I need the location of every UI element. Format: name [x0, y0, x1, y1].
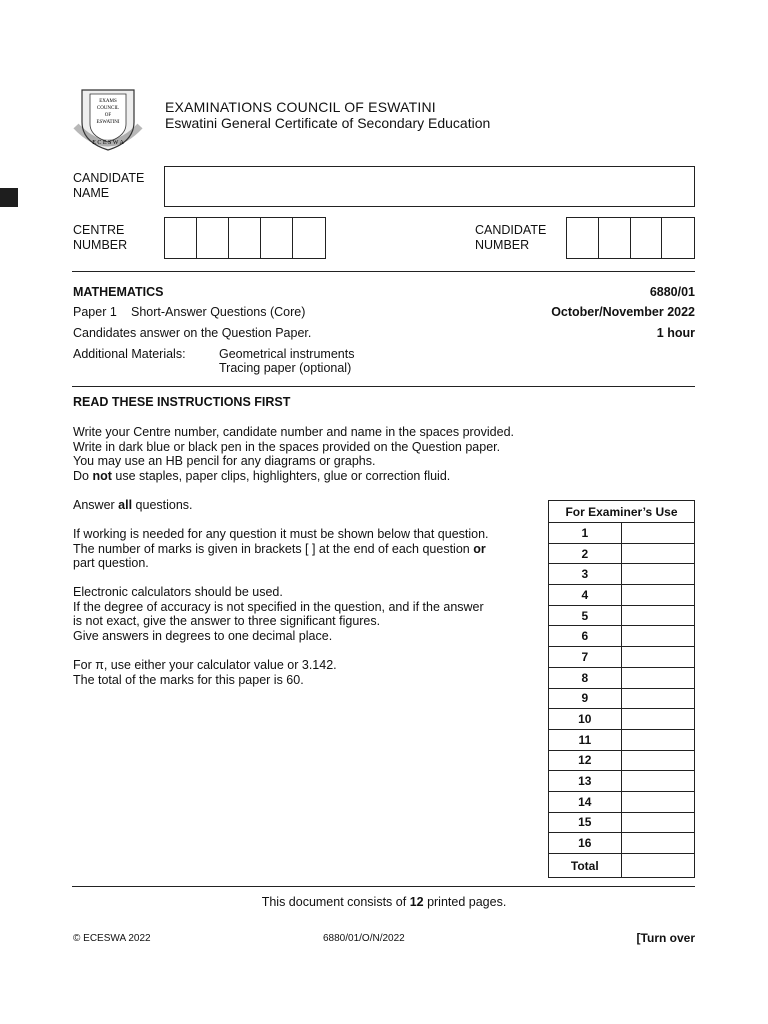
paper-reference: 6880/01/O/N/2022 — [323, 933, 405, 944]
mark-cell[interactable] — [621, 647, 694, 668]
examiner-row — [549, 523, 695, 544]
examiner-row — [549, 667, 695, 688]
examiner-row — [549, 812, 695, 833]
instruction-text: use staples, paper clips, highlighters, glue or correction fluid. — [111, 468, 451, 483]
mark-cell[interactable] — [621, 729, 694, 750]
instruction-text: The number of marks is given in brackets [ ] at the end of each question — [73, 541, 474, 556]
instructions-block-2 — [73, 498, 193, 513]
instructions-block-5 — [73, 658, 337, 687]
examiner-row — [549, 564, 695, 585]
centre-digit-box[interactable] — [165, 218, 197, 258]
mark-cell[interactable] — [621, 771, 694, 792]
question-number: 5 — [549, 605, 622, 626]
materials-label: Additional Materials: — [73, 347, 186, 361]
instruction-line: is not exact, give the answer to three significant figures. — [73, 614, 381, 629]
centre-number-label — [73, 223, 127, 253]
mark-cell[interactable] — [621, 626, 694, 647]
page-count-text: This document consists of — [261, 895, 410, 909]
mark-cell[interactable] — [621, 667, 694, 688]
examiner-row — [549, 709, 695, 730]
candidate-number-label-line1: CANDIDATE — [475, 223, 547, 237]
examiners-use-table — [548, 500, 695, 878]
centre-digit-box[interactable] — [229, 218, 261, 258]
instruction-line: Electronic calculators should be used. — [73, 585, 283, 599]
mark-cell[interactable] — [621, 543, 694, 564]
question-number: 1 — [549, 523, 622, 544]
page-count-number: 12 — [409, 895, 424, 909]
subject-title: MATHEMATICS — [73, 285, 164, 299]
mark-cell[interactable] — [621, 791, 694, 812]
mark-cell[interactable] — [621, 833, 694, 854]
examiner-row — [549, 791, 695, 812]
copyright: © ECESWA 2022 — [73, 933, 151, 944]
question-number: 4 — [549, 585, 622, 606]
question-number: 12 — [549, 750, 622, 771]
question-number: 3 — [549, 564, 622, 585]
examiner-row — [549, 771, 695, 792]
examiner-row — [549, 833, 695, 854]
mark-cell[interactable] — [621, 750, 694, 771]
centre-number-field[interactable] — [164, 217, 326, 259]
exam-session: October/November 2022 — [551, 305, 695, 319]
instructions-block-3 — [73, 527, 489, 571]
instruction-emphasis: not — [92, 468, 112, 483]
question-number: 16 — [549, 833, 622, 854]
question-number: 8 — [549, 667, 622, 688]
examiner-row — [549, 585, 695, 606]
instruction-line: Write in dark blue or black pen in the spaces provided on the Question paper. — [73, 439, 501, 454]
question-number: 13 — [549, 771, 622, 792]
instruction-line: part question. — [73, 556, 149, 571]
materials-item-1: Geometrical instruments — [219, 347, 355, 361]
materials-item-2: Tracing paper (optional) — [219, 361, 352, 375]
divider-bottom — [72, 886, 695, 887]
question-number: 7 — [549, 647, 622, 668]
question-number: 10 — [549, 709, 622, 730]
paper-code: 6880/01 — [649, 285, 695, 299]
instruction-line — [73, 498, 193, 513]
question-number: 15 — [549, 812, 622, 833]
instruction-line: If the degree of accuracy is not specified in the question, and if the answer — [73, 599, 484, 614]
candidate-digit-box[interactable] — [631, 218, 663, 258]
question-number: 11 — [549, 729, 622, 750]
centre-digit-box[interactable] — [261, 218, 293, 258]
question-number: 2 — [549, 543, 622, 564]
page-edge-marker — [0, 188, 18, 207]
instruction-text: Do — [73, 468, 93, 483]
candidate-number-field[interactable] — [566, 217, 695, 259]
candidate-digit-box[interactable] — [599, 218, 631, 258]
instruction-line: The total of the marks for this paper is 60. — [73, 672, 304, 687]
instructions-block-1 — [73, 425, 514, 483]
paper-title: Short-Answer Questions (Core) — [131, 305, 306, 319]
total-label: Total — [549, 854, 622, 878]
instruction-line: You may use an HB pencil for any diagrams or graphs. — [73, 454, 376, 469]
candidate-digit-box[interactable] — [567, 218, 599, 258]
examiner-row — [549, 543, 695, 564]
candidate-name-label-line1: CANDIDATE — [73, 171, 145, 185]
exam-duration: 1 hour — [656, 326, 695, 340]
question-number: 6 — [549, 626, 622, 647]
page-count-note — [0, 895, 768, 909]
eceswa-crest-logo — [72, 82, 144, 154]
centre-digit-box[interactable] — [293, 218, 325, 258]
answer-note: Candidates answer on the Question Paper. — [73, 326, 312, 340]
instruction-line: If working is needed for any question it must be shown below that question. — [73, 527, 489, 541]
centre-digit-box[interactable] — [197, 218, 229, 258]
examiner-row — [549, 605, 695, 626]
paper-label: Paper 1 — [73, 305, 117, 319]
mark-cell[interactable] — [621, 688, 694, 709]
candidate-name-label — [73, 171, 144, 201]
mark-cell[interactable] — [621, 564, 694, 585]
instruction-emphasis: all — [118, 498, 133, 512]
mark-cell[interactable] — [621, 812, 694, 833]
page-count-text: printed pages. — [423, 895, 507, 909]
logo-text-2: COUNCIL — [96, 106, 120, 111]
mark-cell[interactable] — [621, 585, 694, 606]
examiner-row — [549, 750, 695, 771]
certificate-title: Eswatini General Certificate of Secondary Education — [165, 115, 491, 131]
instruction-line: For π, use either your calculator value or 3.142. — [73, 658, 337, 672]
examiner-row — [549, 729, 695, 750]
instruction-emphasis: or — [473, 541, 486, 556]
centre-number-label-line2: NUMBER — [73, 238, 128, 252]
instruction-line — [73, 542, 489, 557]
examiner-total-row — [549, 854, 695, 878]
logo-ring-text: E C E S W A — [92, 140, 124, 146]
instruction-line: Write your Centre number, candidate number and name in the spaces provided. — [73, 425, 514, 439]
instruction-line — [73, 469, 514, 484]
logo-text-1: EXAMS — [99, 99, 117, 104]
candidate-number-label-line2: NUMBER — [475, 238, 530, 252]
mark-cell[interactable] — [621, 523, 694, 544]
instructions-heading: READ THESE INSTRUCTIONS FIRST — [73, 395, 291, 409]
divider-middle — [72, 386, 695, 387]
examiner-row — [549, 626, 695, 647]
council-title: EXAMINATIONS COUNCIL OF ESWATINI — [165, 99, 436, 115]
examiner-row — [549, 688, 695, 709]
instruction-text: questions. — [132, 498, 193, 512]
logo-text-4: ESWATINI — [96, 120, 120, 125]
question-number: 9 — [549, 688, 622, 709]
mark-cell[interactable] — [621, 709, 694, 730]
divider-top — [72, 271, 695, 272]
turn-over: [Turn over — [636, 931, 695, 945]
candidate-digit-box[interactable] — [662, 218, 694, 258]
candidate-number-label — [475, 223, 546, 253]
total-mark-cell[interactable] — [621, 854, 694, 878]
instruction-line: Give answers in degrees to one decimal place. — [73, 628, 333, 643]
instructions-block-4 — [73, 585, 484, 643]
centre-number-label-line1: CENTRE — [73, 223, 125, 237]
logo-text-3: OF — [104, 113, 112, 118]
candidate-name-field[interactable] — [164, 166, 695, 207]
candidate-name-label-line2: NAME — [73, 186, 110, 200]
instruction-text: Answer — [73, 498, 119, 512]
question-number: 14 — [549, 791, 622, 812]
examiners-use-title: For Examiner’s Use — [549, 501, 695, 523]
examiner-row — [549, 647, 695, 668]
mark-cell[interactable] — [621, 605, 694, 626]
